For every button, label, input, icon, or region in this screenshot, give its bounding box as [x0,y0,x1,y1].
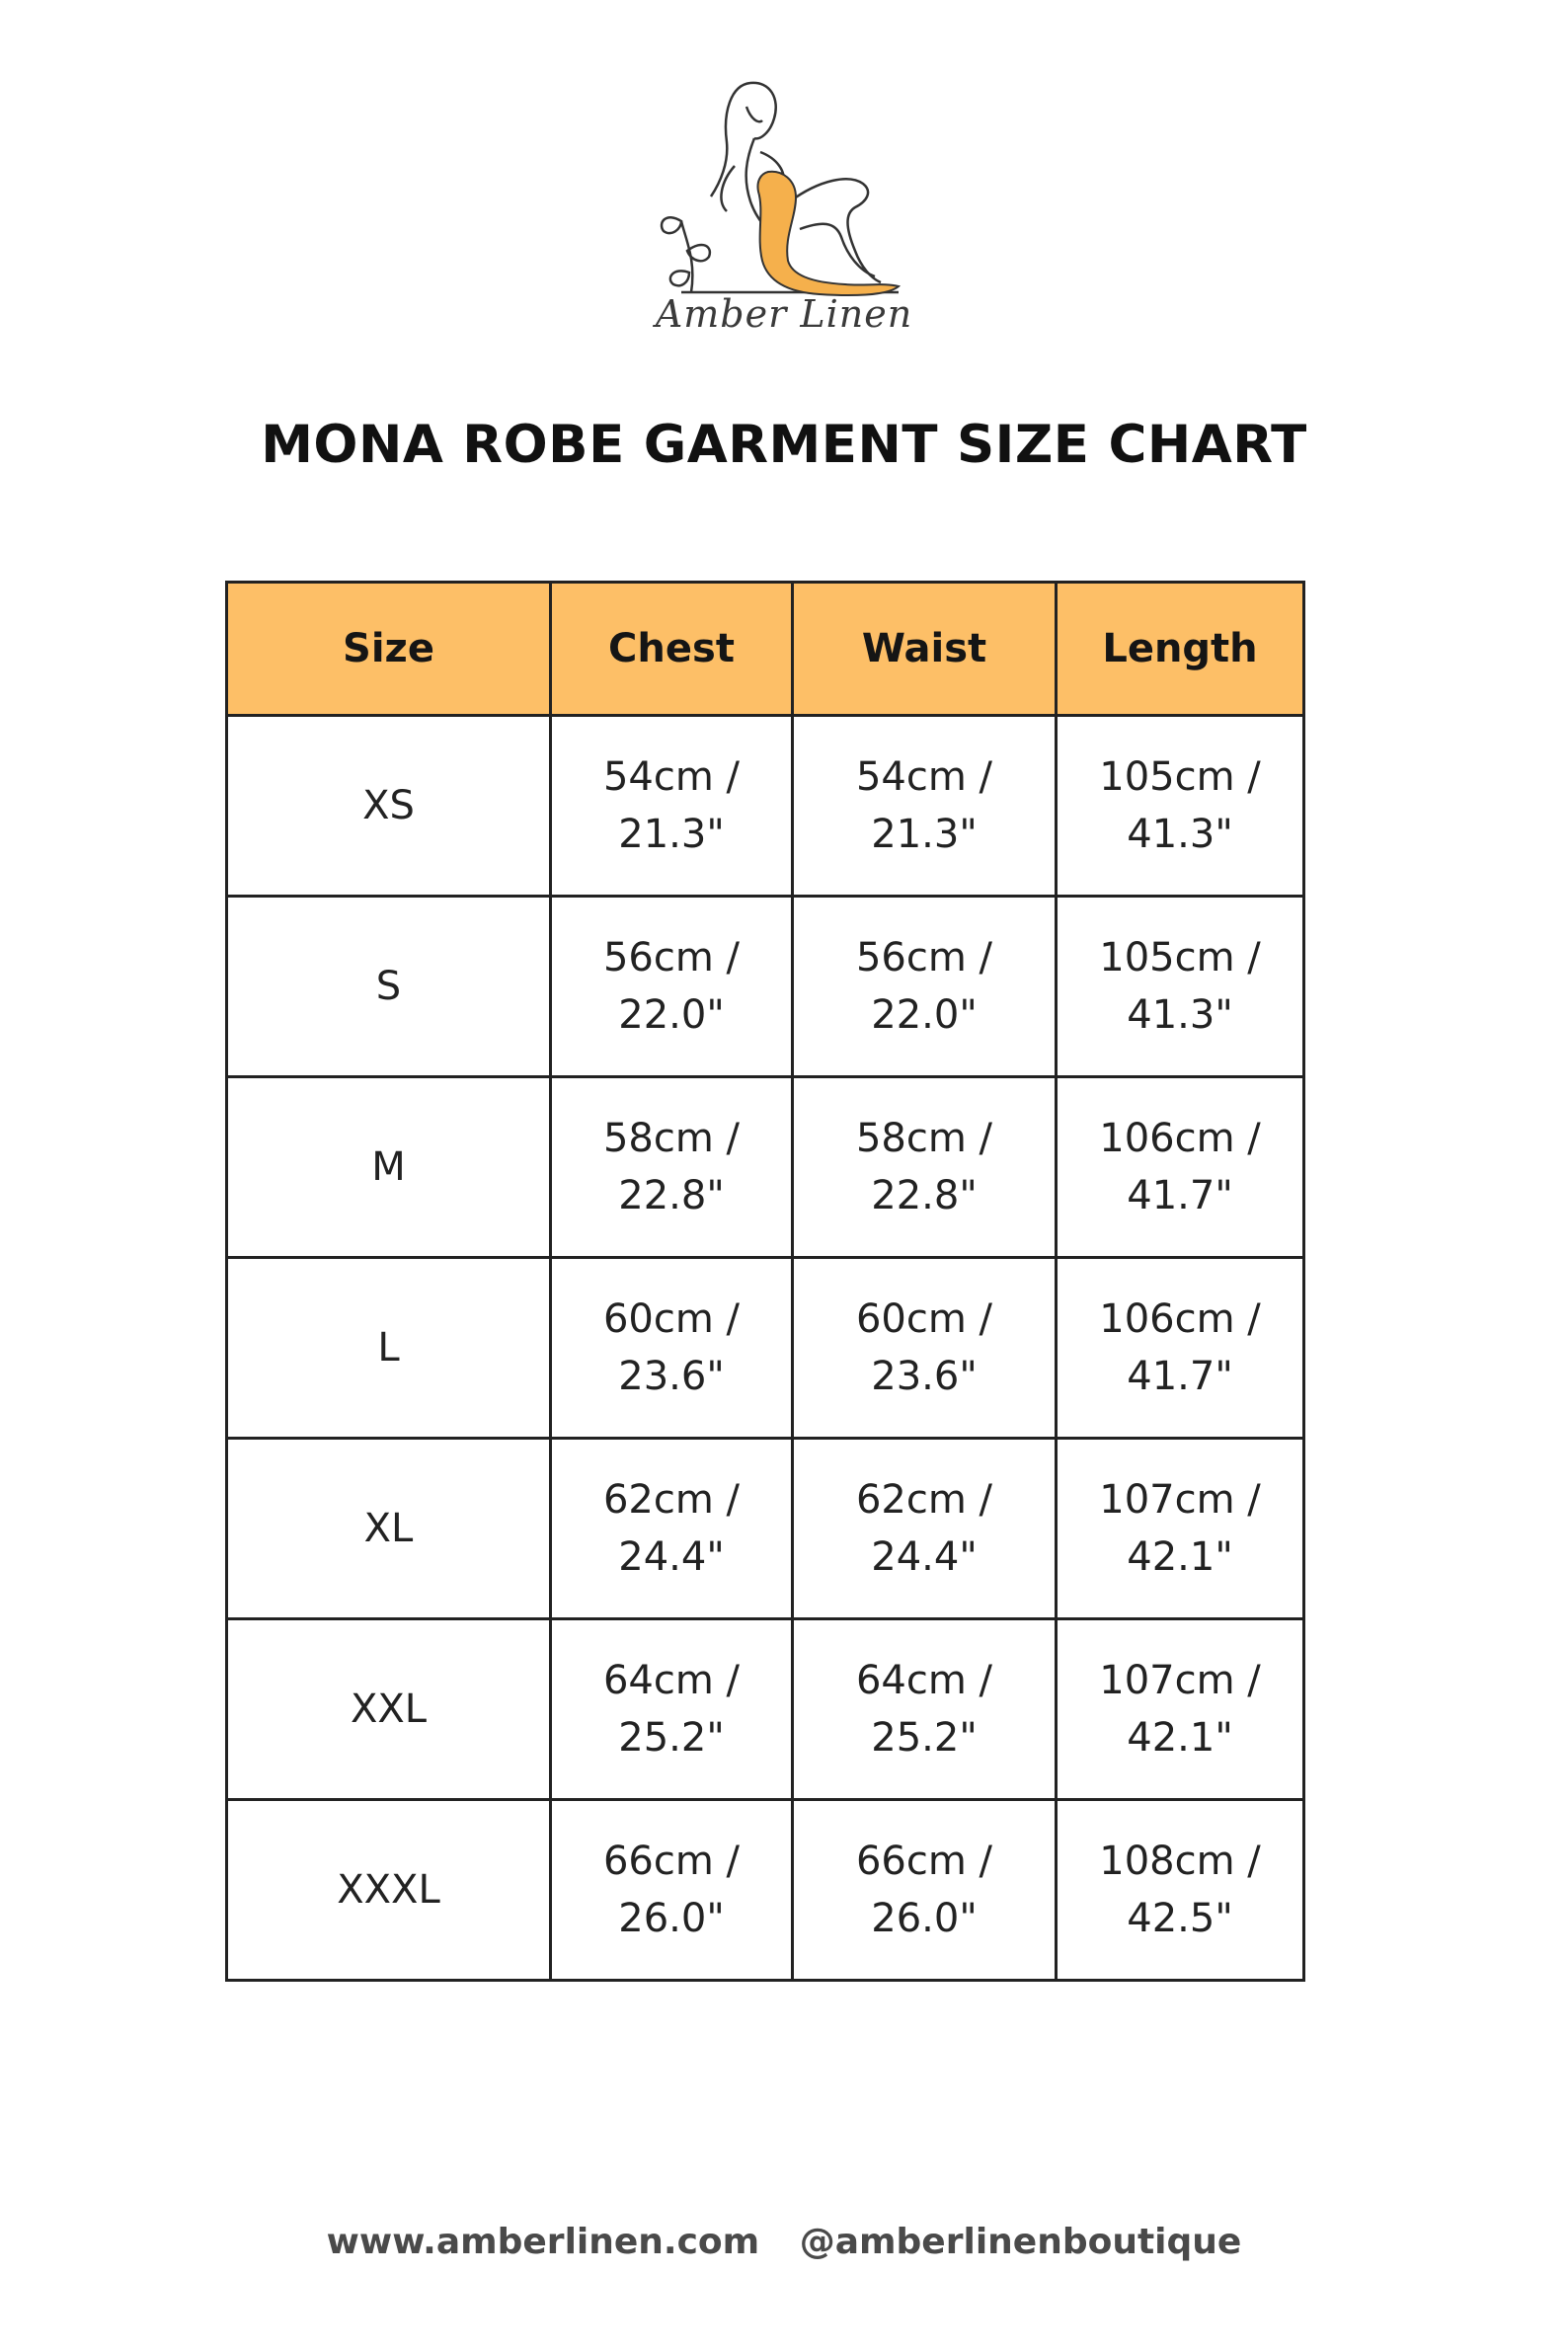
chest-cm: 62cm / [602,1477,741,1523]
waist-cm: 64cm / [855,1658,993,1703]
table-row [227,1619,1304,1800]
chest-in: 22.0" [618,992,725,1038]
length-cell [1057,716,1304,897]
length-cm: 108cm / [1099,1839,1261,1884]
waist-in: 22.0" [871,992,978,1038]
length-in: 42.1" [1127,1534,1233,1580]
chest-in: 24.4" [618,1534,725,1580]
length-cm: 107cm / [1099,1477,1261,1523]
chest-cell [551,1439,793,1619]
header-size: Size [227,583,551,716]
length-in: 42.1" [1127,1715,1233,1761]
waist-cell [793,716,1057,897]
chest-in: 21.3" [618,812,725,857]
length-cell [1057,1619,1304,1800]
chest-cell [551,1258,793,1439]
table-row [227,1439,1304,1619]
waist-cm: 54cm / [855,754,993,800]
size-cell: S [227,897,551,1077]
chest-cm: 60cm / [602,1296,741,1342]
waist-cell [793,1077,1057,1258]
length-in: 41.3" [1127,812,1233,857]
header-waist: Waist [793,583,1057,716]
chest-cell [551,716,793,897]
table-row [227,1258,1304,1439]
table-row [227,1800,1304,1981]
chest-in: 23.6" [618,1354,725,1399]
chest-cell [551,897,793,1077]
length-cm: 105cm / [1099,754,1261,800]
chest-cell [551,1619,793,1800]
waist-cell [793,1800,1057,1981]
waist-cell [793,1258,1057,1439]
waist-in: 25.2" [871,1715,978,1761]
header-chest: Chest [551,583,793,716]
waist-cell [793,1619,1057,1800]
chest-cm: 66cm / [602,1839,741,1884]
chest-cm: 54cm / [602,754,741,800]
waist-in: 26.0" [871,1896,978,1941]
length-cell [1057,1258,1304,1439]
waist-in: 23.6" [871,1354,978,1399]
length-in: 41.7" [1127,1173,1233,1218]
chest-cell [551,1077,793,1258]
size-cell: XXXL [227,1800,551,1981]
length-cell [1057,1800,1304,1981]
waist-cm: 66cm / [855,1839,993,1884]
length-cell [1057,1439,1304,1619]
social-handle-link[interactable]: @amberlinenboutique [799,2222,1242,2262]
waist-in: 21.3" [871,812,978,857]
length-cell [1057,1077,1304,1258]
chest-cell [551,1800,793,1981]
chest-in: 25.2" [618,1715,725,1761]
length-in: 41.3" [1127,992,1233,1038]
size-chart-table [225,581,1305,1982]
size-cell: M [227,1077,551,1258]
waist-in: 22.8" [871,1173,978,1218]
waist-cell [793,1439,1057,1619]
table-row [227,1077,1304,1258]
chest-in: 22.8" [618,1173,725,1218]
length-cm: 105cm / [1099,935,1261,980]
waist-in: 24.4" [871,1534,978,1580]
waist-cm: 56cm / [855,935,993,980]
size-cell: L [227,1258,551,1439]
waist-cell [793,897,1057,1077]
seated-woman-illustration-icon [652,63,916,300]
length-cm: 106cm / [1099,1296,1261,1342]
chest-cm: 56cm / [602,935,741,980]
length-cm: 107cm / [1099,1658,1261,1703]
length-cell [1057,897,1304,1077]
chest-in: 26.0" [618,1896,725,1941]
website-link[interactable]: www.amberlinen.com [326,2222,760,2262]
brand-name: Amber Linen [655,292,913,336]
size-cell: XS [227,716,551,897]
table-row [227,897,1304,1077]
table-row [227,716,1304,897]
length-cm: 106cm / [1099,1116,1261,1161]
length-in: 42.5" [1127,1896,1233,1941]
footer [0,2222,1568,2262]
table-header-row [227,583,1304,716]
size-cell: XL [227,1439,551,1619]
waist-cm: 58cm / [855,1116,993,1161]
chest-cm: 64cm / [602,1658,741,1703]
waist-cm: 62cm / [855,1477,993,1523]
waist-cm: 60cm / [855,1296,993,1342]
header-length: Length [1057,583,1304,716]
page-title: MONA ROBE GARMENT SIZE CHART [261,415,1307,475]
chest-cm: 58cm / [602,1116,741,1161]
length-in: 41.7" [1127,1354,1233,1399]
size-cell: XXL [227,1619,551,1800]
